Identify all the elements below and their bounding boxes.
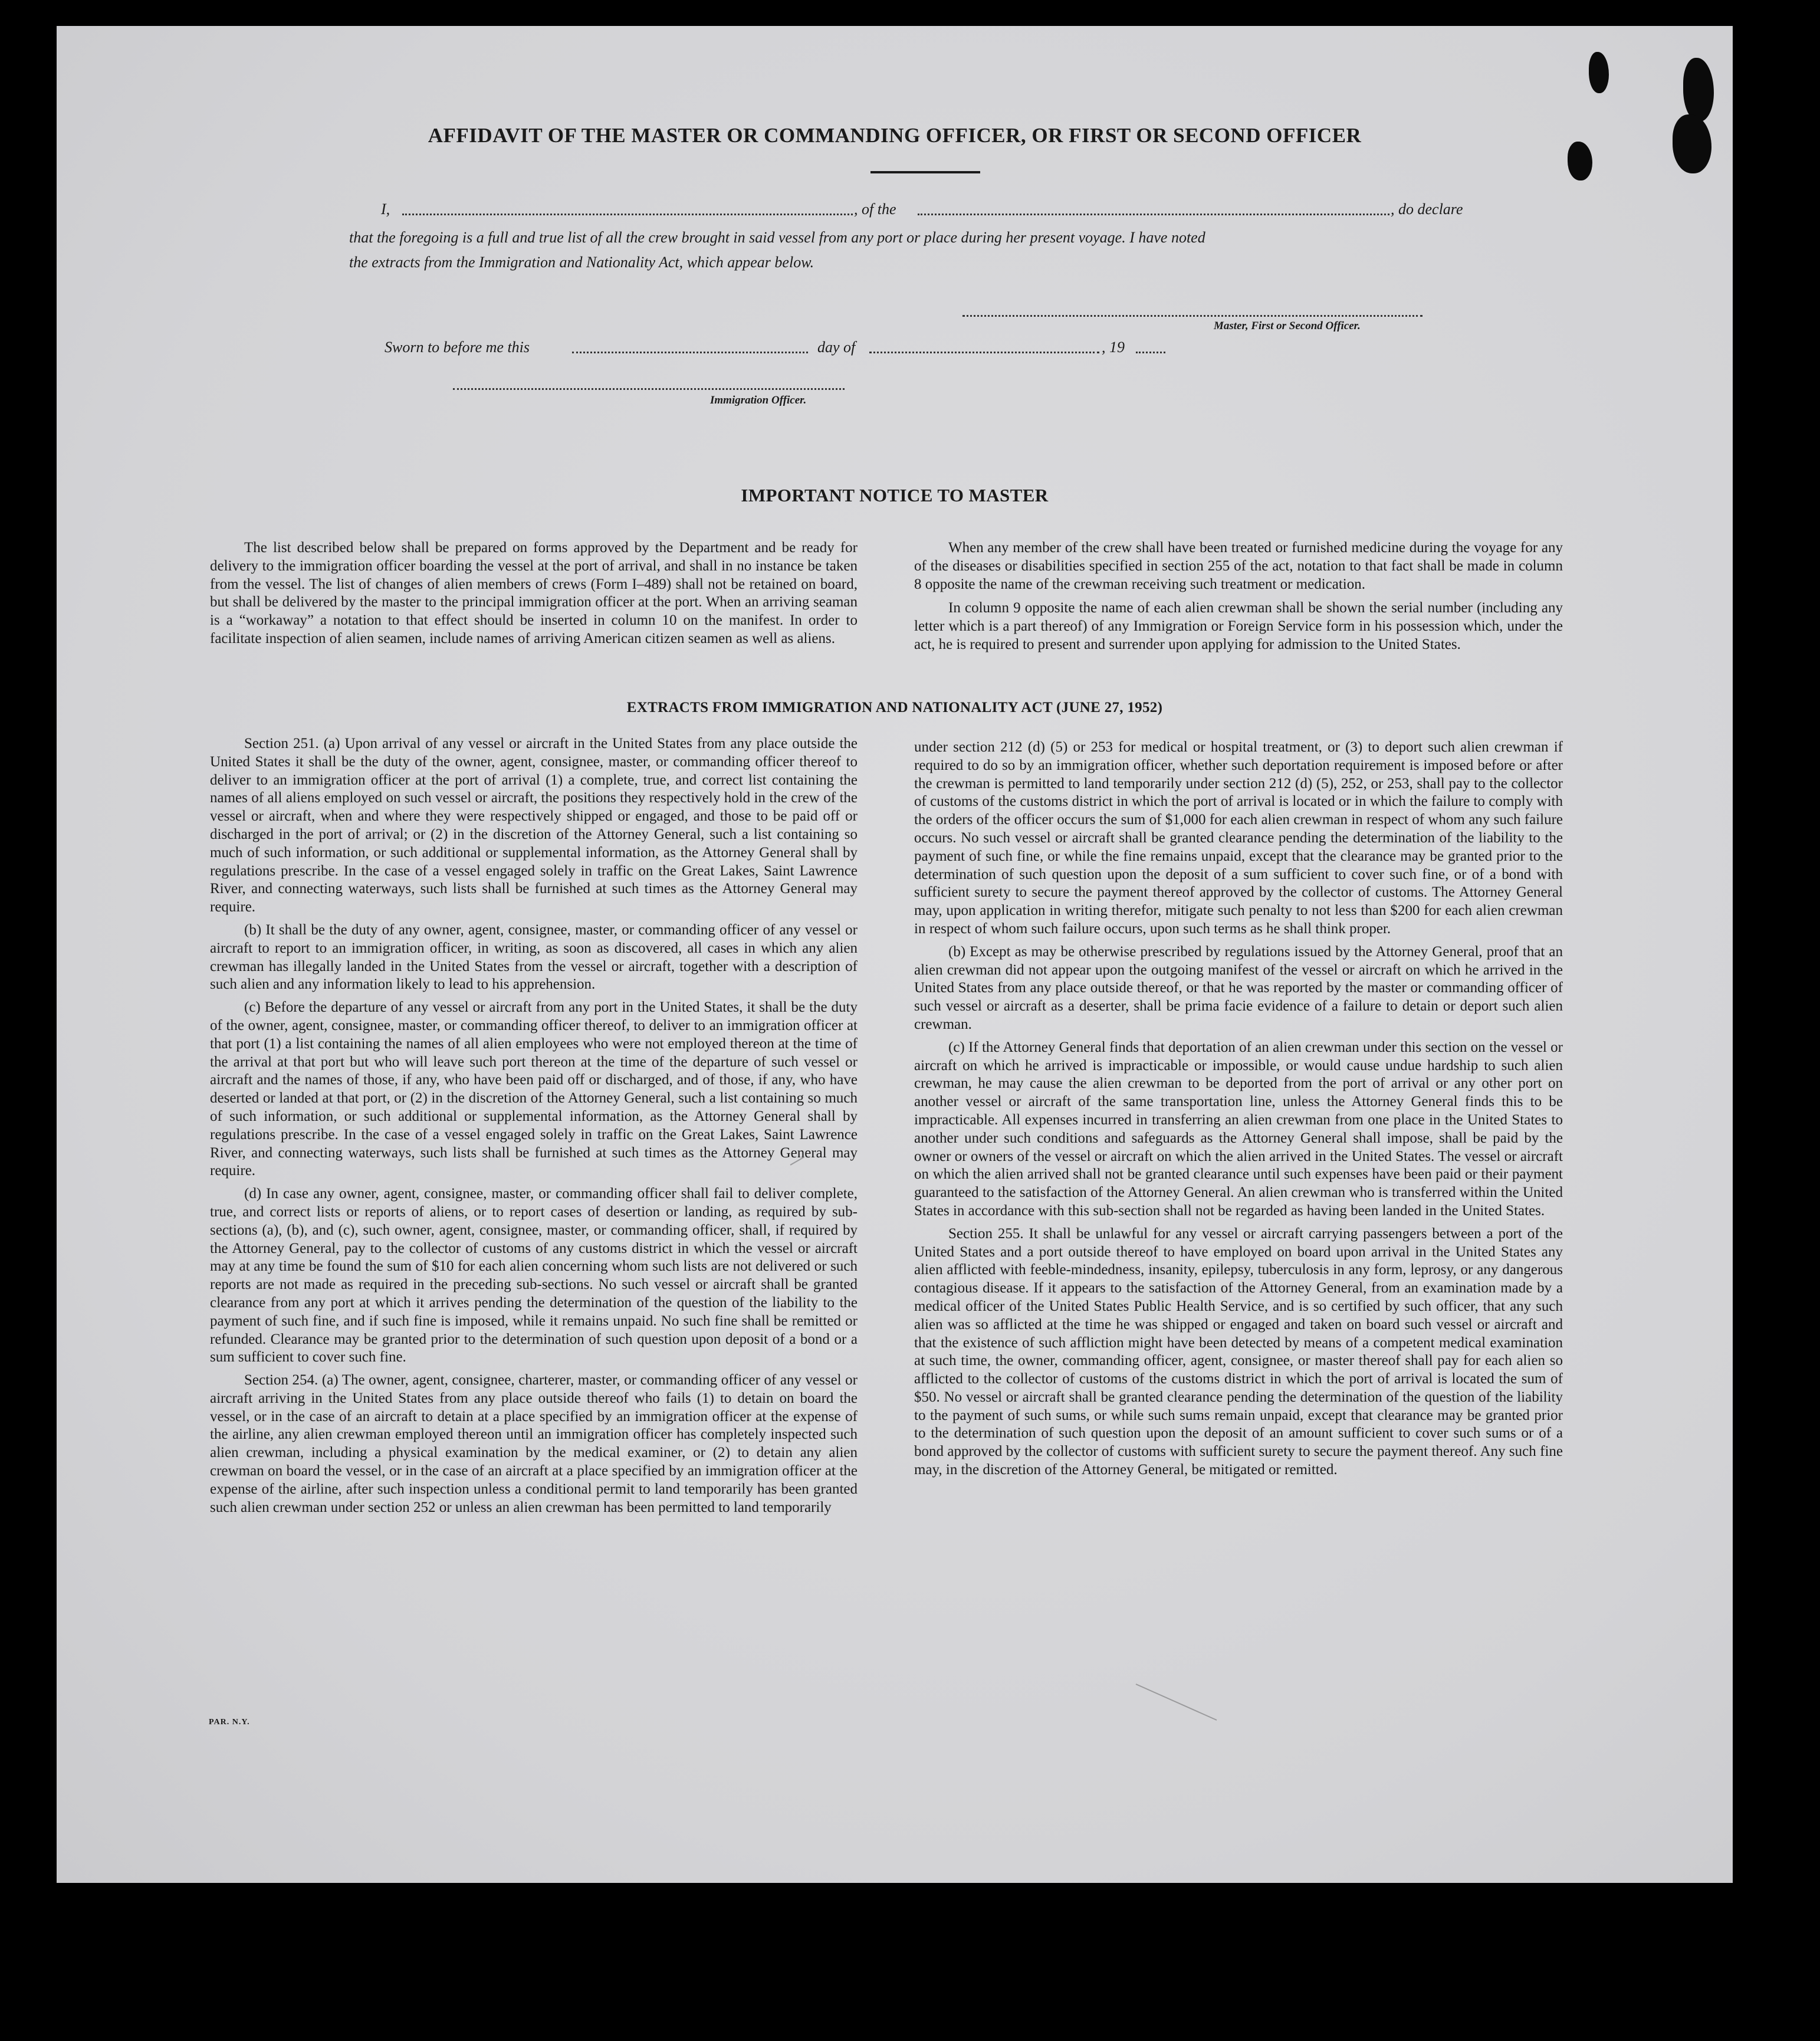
section-251-a: Section 251. (a) Upon arrival of any vessel or aircraft in the United States from any place outside the United States it shall be the duty of the owner, agent, consignee, master, or commanding officer thereof to deliver to an immigration officer at the port of arrival (1) a complete, true, and correct list containing the names of all aliens employed on such vessel or aircraft, the positions they respectively hold in the crew of the vessel or aircraft, when and where they were respectively shipped or engaged, and those to be paid off or discharged in the port of arrival; or (2) in the discretion of the Attorney General, such a list containing so much of such information, or such additional or supplemental information, as the Attorney General shall by regulations prescribe. In the case of a vessel engaged solely in traffic on the Great Lakes, Saint Lawrence River, and connecting waterways, such lists shall be furnished at such times as the Attorney General may require. — [210, 736, 858, 916]
section-255: Section 255. It shall be unlawful for any vessel or aircraft carrying passengers between a port of the United States and a port outside thereof to have employed on board upon arrival in the United States any alien afflicted with feeble-mindedness, insanity, epilepsy, tuberculosis in any form, leprosy, or any dangerous contagious disease. If it appears to the satisfaction of the Attorney General, from an examination made by a medical officer of the United States Public Health Service, and is so certified by such officer, that any such alien was so afflicted at the time he was shipped or engaged and taken on board such vessel or aircraft and that the existence of such affliction might have been detected by means of a competent medical examination at such time, the owner, commanding officer, agent, consignee, or master thereof shall pay for each alien so afflicted to the collector of customs of the customs district in which the port of arrival is located the sum of $50. No vessel or aircraft shall be granted clearance pending the determination of the question of the liability to the payment of such sums, or while such sums remain unpaid, except that clearance may be granted prior to the determination of such question upon the deposit of an amount sufficient to cover such sums or of a bond approved by the collector of customs with sufficient surety to secure the payment thereof. Any such fine may, in the discretion of the Attorney General, be mitigated or remitted. — [914, 1225, 1563, 1478]
declaration-declare: , do declare — [1391, 201, 1463, 218]
master-signature-caption: Master, First or Second Officer. — [1214, 320, 1361, 332]
section-254-b: (b) Except as may be otherwise prescribed by regulations issued by the Attorney General, proof that an alien crewman did not appear upon the outgoing manifest of the vessel or aircraft on which he arrived in the United States from any place outside thereof, or that he was reported by the master or commanding officer of such vessel or aircraft as a deserter, shall be prima facie evidence of a failure to detain or deport such alien crewman. — [914, 943, 1563, 1032]
title-underline — [870, 171, 980, 173]
declaration-line-2: that the foregoing is a full and true list of all the crew brought in said vessel from any port or place during her present voyage. I have noted — [349, 229, 1205, 246]
document-page — [57, 26, 1733, 1883]
section-254-a: Section 254. (a) The owner, agent, consignee, charterer, master, or commanding officer of any vessel or aircraft arriving in the United States from any place outside thereof who fails (1) to detain on board the vessel, or in the case of an aircraft to detain at a place specified by an immigration officer at the expense of the airline, any alien crewman employed thereon until an immigration officer has completely inspected such alien crewman, including a physical examination by the medical examiner, or (2) to detain any alien crewman on board the vessel, or in the case of an aircraft at a place specified by an immigration officer at the expense of the airline, after such inspection unless a conditional permit to land temporarily has been granted such alien crewman under section 252 or unless an alien crewman has been permitted to land temporarily — [210, 1372, 858, 1515]
notice-left-paragraph: The list described below shall be prepared on forms approved by the Department and be ready for delivery to the immigration officer boarding the vessel at the port of arrival, and shall in no instance be taken from the vessel. The list of changes of alien members of crews (Form I–489) shall not be retained on board, but shall be delivered by the master to the principal immigration officer at the port. When an arriving seaman is a “workaway” a notation to that effect should be inserted in column 10 on the manifest. In order to facilitate inspection of alien seamen, include names of arriving American citizen seamen as well as aliens. — [210, 540, 858, 647]
sworn-day-of: day of — [817, 339, 856, 356]
officer-signature-caption: Immigration Officer. — [710, 394, 807, 406]
extracts-right-column — [914, 739, 1563, 1479]
printer-mark: PAR. N.Y. — [209, 1718, 250, 1727]
notice-right-paragraph-1: When any member of the crew shall have been treated or furnished medicine during the voyage for any of the diseases or disabilities specified in section 255 of the act, notation to that fact shall be made in column 8 opposite the name of the crewman receiving such treatment or medication. — [914, 540, 1563, 592]
declaration-line-3: the extracts from the Immigration and Nationality Act, which appear below. — [349, 254, 814, 271]
sworn-year: , 19 — [1102, 339, 1125, 356]
ink-blot — [1589, 52, 1609, 93]
section-251-d: (d) In case any owner, agent, consignee, master, or commanding officer shall fail to deliver complete, true, and correct lists or reports of aliens, or to report cases of desertion or landing, as required by sub-sections (a), (b), and (c), such owner, agent, consignee, master, or commanding officer, shall, if required by the Attorney General, pay to the collector of customs of any customs district in which the vessel or aircraft may at any time be found the sum of $10 for each alien concerning whom such lists are not delivered or such reports are not made as required in the preceding sub-sections. No such vessel or aircraft shall be granted clearance from any port at which it arrives pending the determination of the question of the liability to the payment of such fine, and if such fine is imposed, while it remains unpaid. No such fine shall be remitted or refunded. Clearance may be granted prior to the determination of such question upon deposit of a bond or a sum sufficient to cover such fine. — [210, 1186, 858, 1366]
declaration-of-the: , of the — [854, 201, 896, 218]
notice-left-column — [210, 539, 858, 648]
extracts-left-column — [210, 735, 858, 1517]
vessel-blank — [918, 214, 1389, 215]
sworn-day-blank — [572, 352, 808, 353]
master-signature-blank — [962, 315, 1423, 317]
section-251-b: (b) It shall be the duty of any owner, agent, consignee, master, or commanding officer of any vessel or aircraft to report to an immigration officer, in writing, as soon as discovered, all cases in which any alien crewman has illegally landed in the United States from the vessel or aircraft, together with a description of such alien and any information likely to lead to his apprehension. — [210, 921, 858, 993]
section-254-c: (c) If the Attorney General finds that deportation of an alien crewman under this section on the vessel or aircraft on which he arrived is impracticable or impossible, or would cause undue hardship to such alien crewman, he may cause the alien crewman to be deported from the port of arrival or any other port on another vessel or aircraft of the same transportation line, unless the Attorney General finds this to be impracticable. All expenses incurred in transferring an alien crewman from one place in the United States to another under such conditions and safeguards as the Attorney General shall impose, shall be paid by the owner or owners of the vessel or aircraft on which the alien arrived in the United States. The vessel or aircraft on which the alien arrived shall not be granted clearance until such expenses have been paid or their payment guaranteed to the satisfaction of the Attorney General. An alien crewman who is transferred within the United States in accordance with this sub-section shall not be regarded as having been landed in the United States. — [914, 1039, 1563, 1219]
sworn-month-blank — [869, 352, 1099, 353]
officer-signature-blank — [453, 388, 845, 390]
affidavit-title: AFFIDAVIT OF THE MASTER OR COMMANDING OFFICER, OR FIRST OR SECOND OFFICER — [428, 124, 1362, 147]
notice-right-paragraph-2: In column 9 opposite the name of each alien crewman shall be shown the serial number (including any letter which is a part thereof) of any Immigration or Foreign Service form in his possession which, under the act, he is required to present and surrender upon applying for admission to the United States. — [914, 600, 1563, 652]
sworn-year-blank — [1136, 352, 1165, 353]
notice-right-column — [914, 539, 1563, 654]
pencil-mark — [1136, 1684, 1217, 1721]
ink-blot — [1683, 58, 1714, 122]
extracts-heading: EXTRACTS FROM IMMIGRATION AND NATIONALITY ACT (JUNE 27, 1952) — [626, 700, 1163, 716]
section-254-a-continued: under section 212 (d) (5) or 253 for medical or hospital treatment, or (3) to deport such alien crewman if required to do so by an immigration officer, whether such deportation requirement is imposed before or after the crewman is permitted to land temporarily under section 212 (d) (5), 252, or 253, shall pay to the collector of customs of the customs district in which the port of arrival is located or in which the failure to comply with the orders of the officer occurs the sum of $1,000 for each alien crewman in respect of whom any such failure occurs. No such vessel or aircraft shall be granted clearance pending the determination of the liability to the payment of such fine, or while the fine remains unpaid, except that the clearance may be granted prior to the determination of such question upon the deposit of a sum sufficient to cover such fine, or of a bond with sufficient surety to secure the payment thereof approved by the collector of customs. The Attorney General may, upon application in writing therefor, mitigate such penalty to not less than $200 for each alien crewman in respect of whom such failure occurs, upon such terms as he shall think proper. — [914, 739, 1563, 937]
sworn-prefix: Sworn to before me this — [385, 339, 530, 356]
name-blank — [402, 214, 853, 215]
section-251-c: (c) Before the departure of any vessel or aircraft from any port in the United States, it shall be the duty of the owner, agent, consignee, master, or commanding officer thereof, to deliver to an immigration officer at that port (1) a list containing the names of all alien employees who were not employed thereon at the time of the arrival at that port but who will leave such port thereon at the time of the departure of such vessel or aircraft and the names of those, if any, who have been paid off or discharged, and of those, if any, who have deserted or landed at that port, or (2) in the discretion of the Attorney General, such a list containing so much of such information, or such additional or supplemental information, as the Attorney General shall by regulations prescribe. In the case of a vessel engaged solely in traffic on the Great Lakes, Saint Lawrence River, and connecting waterways, such lists shall be furnished at such times as the Attorney General may require. — [210, 999, 858, 1179]
declaration-prefix: I, — [381, 201, 390, 218]
notice-heading: IMPORTANT NOTICE TO MASTER — [741, 485, 1049, 506]
